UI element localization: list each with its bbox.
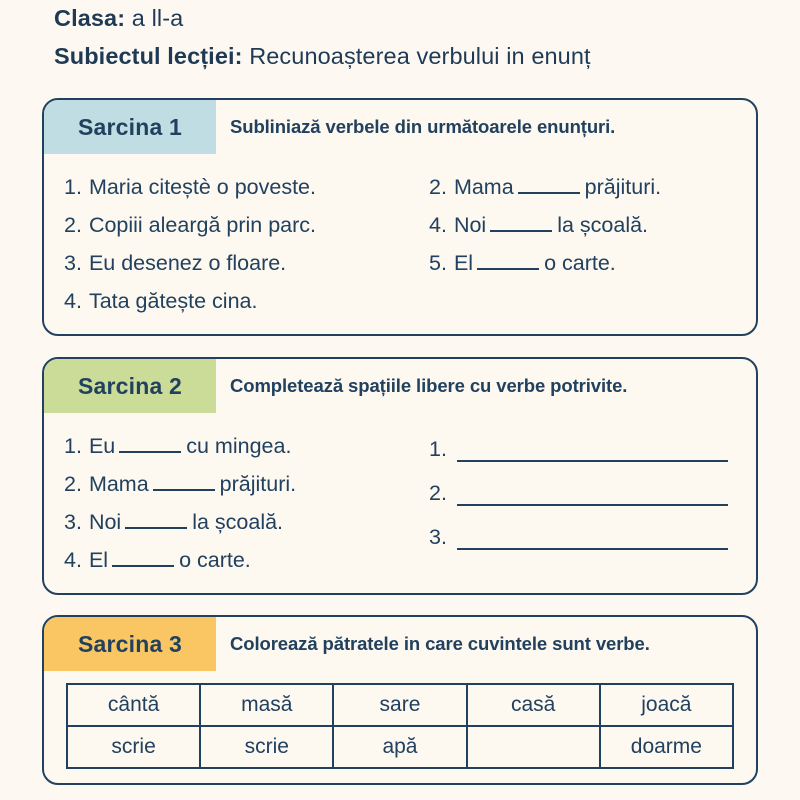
table-row (67, 684, 733, 726)
task-1-body (44, 154, 756, 334)
word-cell[interactable]: casă (467, 684, 600, 726)
task-1-right-column (419, 168, 756, 320)
table-row (67, 726, 733, 768)
task-2-right-column (419, 427, 756, 579)
task-card-2 (42, 357, 758, 595)
task-3-badge: Sarcina 3 (44, 617, 216, 671)
item-text-before: El (453, 251, 474, 275)
word-cell-empty[interactable] (467, 726, 600, 768)
item-text-before: El (88, 548, 109, 572)
item-text-after: cu mingea. (186, 434, 292, 458)
list-item (64, 503, 419, 541)
class-line (54, 2, 760, 34)
class-label: Clasa: (54, 5, 126, 31)
item-number: 2. (429, 481, 447, 505)
item-number: 3. (64, 510, 82, 534)
task-1-left-column (44, 168, 419, 320)
task-1-head (44, 100, 756, 154)
item-text-after: la școală. (557, 213, 649, 237)
item-number: 3. (429, 525, 447, 549)
task-3-instruction: Colorează pătratele in care cuvintele sunt verbe. (230, 633, 650, 654)
list-item (64, 465, 419, 503)
item-text: Copiii aleargă prin parc. (88, 213, 316, 237)
item-number: 2. (64, 472, 82, 496)
list-item (429, 206, 756, 244)
list-item (64, 244, 419, 282)
word-cell[interactable]: sare (333, 684, 466, 726)
item-text-before: Noi (88, 510, 122, 534)
word-cell[interactable]: joacă (600, 684, 733, 726)
fill-in-blank[interactable] (125, 515, 187, 529)
task-3-body (44, 671, 756, 783)
item-number: 2. (64, 213, 82, 237)
task-2-body (44, 413, 756, 593)
word-cell[interactable]: scrie (67, 726, 200, 768)
item-text-before: Mama (88, 472, 149, 496)
item-text-after: o carte. (544, 251, 616, 275)
item-text: Eu desenez o floare. (88, 251, 287, 275)
subject-line (54, 40, 760, 72)
subject-value: Recunoașterea verbului in enunț (249, 43, 591, 69)
class-value: a ll-a (131, 5, 184, 31)
task-2-instruction: Completează spațiile libere cu verbe potrivite. (230, 375, 628, 396)
subject-label: Subiectul lecției: (54, 43, 243, 69)
item-number: 2. (429, 175, 447, 199)
task-card-1 (42, 98, 758, 336)
item-number: 1. (64, 434, 82, 458)
task-1-badge: Sarcina 1 (44, 100, 216, 154)
item-number: 4. (429, 213, 447, 237)
fill-in-blank[interactable] (112, 553, 174, 567)
fill-in-blank[interactable] (119, 439, 181, 453)
answer-line-row (429, 471, 756, 515)
word-cell[interactable]: masă (200, 684, 333, 726)
list-item (64, 168, 419, 206)
word-cell[interactable]: cântă (67, 684, 200, 726)
list-item (429, 244, 756, 282)
answer-line[interactable] (457, 460, 728, 462)
task-2-left-column (44, 427, 419, 579)
fill-in-blank[interactable] (153, 477, 215, 491)
word-cell[interactable]: scrie (200, 726, 333, 768)
item-text-before: Mama (453, 175, 514, 199)
item-text-after: prăjituri. (584, 175, 662, 199)
answer-line[interactable] (457, 504, 728, 506)
fill-in-blank[interactable] (518, 180, 580, 194)
item-text: Maria citeștè o poveste. (88, 175, 316, 199)
item-text-after: o carte. (179, 548, 251, 572)
fill-in-blank[interactable] (477, 256, 539, 270)
item-number: 1. (64, 175, 82, 199)
item-number: 4. (64, 289, 82, 313)
item-number: 4. (64, 548, 82, 572)
item-text: Tata gătește cina. (88, 289, 258, 313)
word-grid (66, 683, 734, 769)
answer-line[interactable] (457, 548, 728, 550)
list-item (64, 282, 419, 320)
item-number: 1. (429, 437, 447, 461)
word-cell[interactable]: apă (333, 726, 466, 768)
list-item (64, 206, 419, 244)
item-number: 5. (429, 251, 447, 275)
fill-in-blank[interactable] (490, 218, 552, 232)
task-card-3 (42, 615, 758, 785)
item-number: 3. (64, 251, 82, 275)
item-text-after: la școală. (192, 510, 284, 534)
task-3-head (44, 617, 756, 671)
list-item (429, 168, 756, 206)
worksheet-header (40, 0, 760, 72)
answer-line-row (429, 427, 756, 471)
answer-line-row (429, 515, 756, 559)
word-cell[interactable]: doarme (600, 726, 733, 768)
task-1-instruction: Subliniază verbele din următoarele enunțuri. (230, 116, 616, 137)
item-text-before: Eu (88, 434, 116, 458)
item-text-after: prăjituri. (219, 472, 297, 496)
list-item (64, 427, 419, 465)
task-2-badge: Sarcina 2 (44, 359, 216, 413)
list-item (64, 541, 419, 579)
item-text-before: Noi (453, 213, 487, 237)
task-2-head (44, 359, 756, 413)
